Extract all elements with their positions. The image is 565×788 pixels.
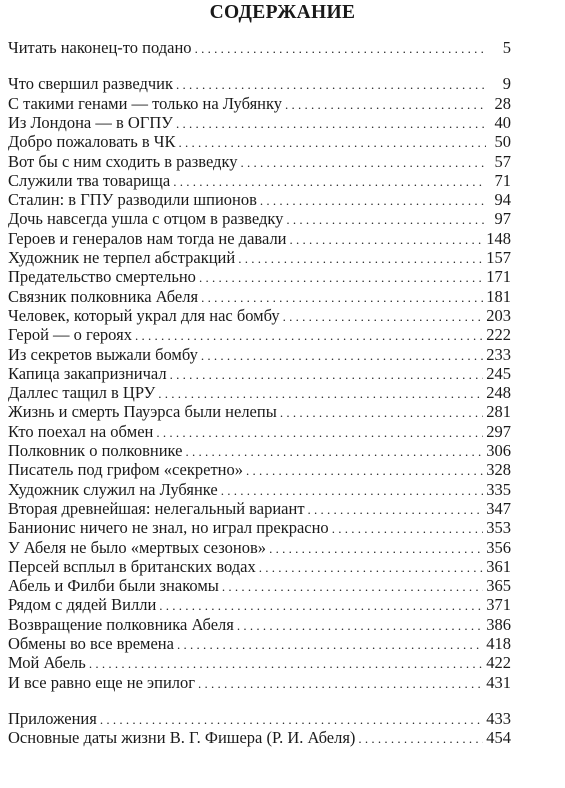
toc-entry — [8, 325, 511, 345]
toc-entry — [8, 113, 511, 133]
toc-entry-page: 9 — [502, 74, 511, 94]
toc-entry-page: 361 — [486, 556, 511, 576]
toc-entry-page: 248 — [486, 383, 511, 403]
toc-entry-title: С такими генами — только на Лубянку — [8, 93, 283, 113]
toc-entry-title: Что свершил разведчик — [8, 74, 174, 94]
toc-entry-page: 203 — [486, 305, 511, 325]
toc-entry — [8, 460, 511, 480]
dot-leader — [246, 461, 483, 481]
toc-entry-title: Вторая древнейшая: нелегальный вариант — [8, 498, 305, 518]
toc-entry-title: Человек, который украл для нас бомбу — [8, 305, 280, 325]
toc-entry — [8, 171, 511, 191]
toc-entry-title: Банионис ничего не знал, но играл прекрасно — [8, 518, 329, 538]
dot-leader — [237, 616, 483, 636]
toc-entry-page: 97 — [494, 209, 511, 229]
toc-entry-title: Возвращение полковника Абеля — [8, 614, 234, 634]
page-title: СОДЕРЖАНИЕ — [209, 2, 356, 23]
dot-leader — [358, 729, 483, 749]
toc-entry — [8, 441, 511, 461]
toc-entry-page: 28 — [494, 93, 511, 113]
toc-entry-title: Обмены во все времена — [8, 634, 174, 653]
toc-entry — [8, 728, 511, 748]
toc-entry — [8, 364, 511, 384]
toc-entry-page: 431 — [486, 672, 511, 692]
toc-entry — [8, 673, 511, 693]
toc-entry-page: 233 — [486, 344, 511, 364]
toc-entry-title: У Абеля не было «мертвых сезонов» — [8, 537, 267, 557]
toc-entry-title: Служили тва товарища — [8, 170, 171, 190]
toc-entry-page: 157 — [486, 248, 511, 267]
dot-leader — [158, 384, 483, 404]
dot-leader — [260, 191, 486, 211]
dot-leader — [159, 596, 483, 616]
toc-entry-title: Связник полковника Абеля — [8, 286, 199, 306]
dot-leader — [285, 95, 486, 115]
toc-entry-title: Персей всплыл в британских водах — [8, 556, 256, 576]
toc-entry-page: 57 — [494, 151, 511, 171]
toc-entry-title: Вот бы с ним сходить в разведку — [8, 151, 238, 171]
toc-entry-page: 347 — [486, 498, 511, 518]
toc-entry-title: Основные даты жизни В. Г. Фишера (Р. И. Абеля) — [8, 728, 356, 748]
toc-entry-page: 306 — [486, 441, 511, 460]
toc-entry — [8, 306, 511, 326]
toc-entry-title: Абель и Филби были знакомы — [8, 576, 219, 596]
toc-entry-title: Кто поехал на обмен — [8, 421, 154, 441]
dot-leader — [308, 500, 484, 520]
toc-entry-page: 335 — [486, 479, 511, 499]
toc-entry — [8, 615, 511, 635]
toc-entry-page: 40 — [494, 112, 511, 132]
toc-entry — [8, 152, 511, 172]
dot-leader — [201, 346, 483, 366]
toc-entry-title: Даллес тащил в ЦРУ — [8, 383, 156, 403]
toc-entry-title: Дочь навсегда ушла с отцом в разведку — [8, 209, 284, 229]
toc-entry-title: Героев и генералов нам тогда не давали — [8, 228, 287, 248]
toc-entry-title: Из секретов выжали бомбу — [8, 344, 198, 364]
dot-leader — [177, 635, 483, 655]
toc-entry — [8, 576, 511, 596]
toc-entry-title: Приложения — [8, 708, 97, 728]
toc-entry-title: Жизнь и смерть Пауэрса были нелепы — [8, 402, 277, 422]
dot-leader — [176, 75, 486, 95]
toc-entry — [8, 653, 511, 673]
toc-entry-title: Полковник о полковнике — [8, 441, 183, 460]
toc-entry-title: Мой Абель — [8, 653, 86, 673]
toc-entry — [8, 499, 511, 519]
toc-entry-title: Капица закапризничал — [8, 363, 167, 383]
dot-leader — [259, 558, 484, 578]
dot-leader — [170, 365, 484, 385]
toc-entry — [8, 209, 511, 229]
dot-leader — [89, 654, 483, 674]
dot-leader — [240, 153, 486, 173]
toc-entry — [8, 709, 511, 729]
toc-entry-page: 171 — [486, 267, 511, 287]
toc-entry — [8, 634, 511, 654]
toc-entry-page: 181 — [486, 286, 511, 306]
toc-entry-title: И все равно еще не эпилог — [8, 672, 196, 692]
dot-leader — [195, 39, 486, 59]
toc-entry — [8, 229, 511, 249]
toc-entry — [8, 248, 511, 268]
toc-entry — [8, 538, 511, 558]
dot-leader — [221, 481, 484, 501]
toc-entry-page: 222 — [486, 325, 511, 345]
dot-leader — [185, 442, 483, 462]
dot-leader — [198, 674, 483, 694]
toc-entry-title: Писатель под грифом «секретно» — [8, 460, 243, 480]
toc-entry-title: Художник не терпел абстракций — [8, 248, 236, 267]
dot-leader — [176, 114, 486, 134]
toc-entry — [8, 345, 511, 365]
toc-entry — [8, 595, 511, 615]
toc-entry — [8, 422, 511, 442]
toc-entry — [8, 287, 511, 307]
toc-entry — [8, 190, 511, 210]
dot-leader — [290, 230, 484, 250]
toc-entry-page: 422 — [486, 653, 511, 673]
toc-entry-page: 297 — [486, 421, 511, 441]
dot-leader — [332, 519, 484, 539]
dot-leader — [156, 423, 483, 443]
dot-leader — [179, 133, 486, 153]
toc-entry-page: 281 — [486, 402, 511, 422]
toc-entry-page: 5 — [502, 38, 511, 57]
toc-entry-page: 148 — [486, 228, 511, 248]
toc-entry-title: Художник служил на Лубянке — [8, 479, 218, 499]
toc-entry — [8, 557, 511, 577]
toc-entry — [8, 402, 511, 422]
toc-entry — [8, 267, 511, 287]
toc-entry-title: Рядом с дядей Вилли — [8, 595, 157, 615]
dot-leader — [283, 307, 484, 327]
dot-leader — [173, 172, 486, 192]
toc-entry-title: Читать наконец-то подано — [8, 38, 192, 57]
toc-entry-page: 433 — [486, 708, 511, 728]
dot-leader — [280, 403, 483, 423]
toc-entry-title: Предательство смертельно — [8, 267, 196, 287]
toc-entry-page: 418 — [486, 634, 511, 653]
toc-entry-page: 371 — [486, 595, 511, 615]
dot-leader — [100, 710, 483, 730]
toc-entry-title: Добро пожаловать в ЧК — [8, 132, 176, 152]
toc-entry-title: Из Лондона — в ОГПУ — [8, 112, 173, 132]
toc-entry-page: 328 — [486, 460, 511, 480]
dot-leader — [269, 539, 483, 559]
toc-entry-page: 94 — [494, 190, 511, 210]
dot-leader — [199, 268, 483, 288]
dot-leader — [222, 577, 483, 597]
toc-entry — [8, 132, 511, 152]
toc-entry-page: 245 — [486, 363, 511, 383]
toc-entry — [8, 480, 511, 500]
toc-entry — [8, 94, 511, 114]
dot-leader — [201, 288, 483, 308]
toc-entry — [8, 74, 511, 94]
toc-entry-page: 356 — [486, 537, 511, 557]
toc-entry — [8, 383, 511, 403]
toc-entry-page: 454 — [486, 728, 511, 748]
toc-entry-page: 353 — [486, 518, 511, 538]
toc-entry — [8, 518, 511, 538]
toc-entry-page: 50 — [494, 132, 511, 152]
toc-entry-page: 365 — [486, 576, 511, 596]
toc-entry-title: Сталин: в ГПУ разводили шпионов — [8, 190, 257, 210]
toc-entry-page: 386 — [486, 614, 511, 634]
toc-entry-title: Герой — о героях — [8, 325, 132, 345]
toc-entry — [8, 38, 511, 58]
dot-leader — [286, 210, 486, 230]
dot-leader — [238, 249, 483, 269]
dot-leader — [135, 326, 483, 346]
toc-entry-page: 71 — [494, 170, 511, 190]
